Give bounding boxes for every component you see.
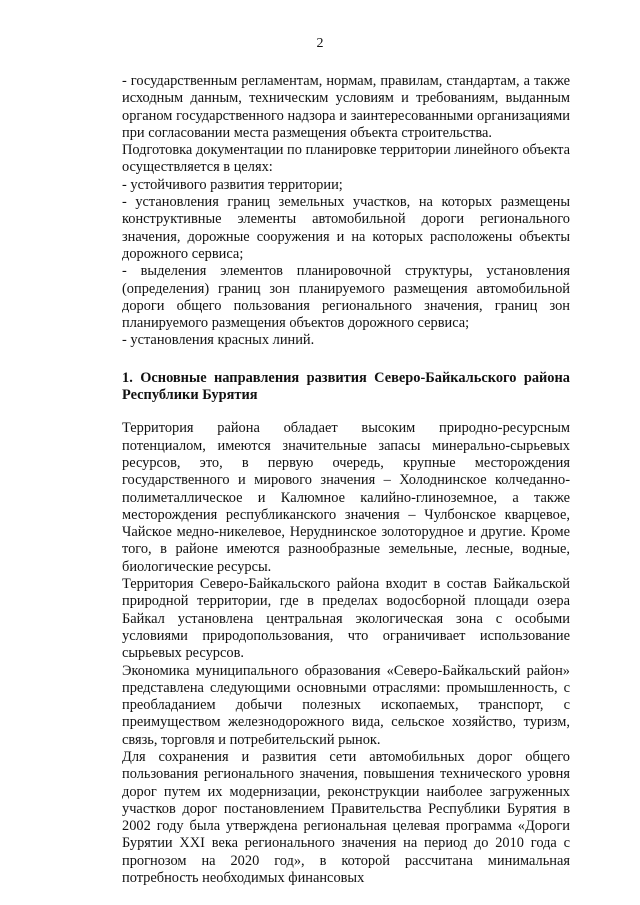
list-item-red-lines: - установления красных линий. bbox=[122, 332, 315, 349]
paragraph-regulations: - государственным регламентам, нормам, правилам, стандартам, а также исходным данным, техническим условиям и требованиям, выданным органом государственного надзора и заинтересованными организациями при согласовании места размещения объекта строительства. bbox=[122, 73, 570, 141]
section-heading: 1. Основные направления развития Северо-Байкальского района Республики Бурятия bbox=[122, 369, 570, 404]
list-item-sustainable-development: - устойчивого развития территории; bbox=[122, 176, 343, 193]
document-body bbox=[122, 73, 570, 887]
paragraph-goals-intro: Подготовка документации по планировке территории линейного объекта осуществляется в целях: bbox=[122, 142, 570, 176]
list-item-land-boundaries: - установления границ земельных участков, на которых размещены конструктивные элементы автомобильной дороги регионального значения, дорожные сооружения и на которых расположены объекты дорожного сервиса; bbox=[122, 194, 570, 262]
list-item-planning-elements: - выделения элементов планировочной структуры, установления (определения) границ зон планируемого размещения автомобильной дороги общего пользования регионального значения, границ зон планируемого размещения объектов дорожного сервиса; bbox=[122, 263, 570, 332]
paragraph-natural-resources: Территория района обладает высоким природно-ресурсным потенциалом, имеются значительные запасы минерально-сырьевых ресурсов, это, в первую очередь, крупные месторождения государственного и мирового значения – Холоднинское колчеданно-полиметаллическое и Калюмное калийно-глиноземное, а также месторождения республиканского значения – Чулбонское кварцевое, Чайское медно-никелевое, Неруднинское золоторудное и другие. Кроме того, в районе имеются разнообразные земельные, лесные, водные, биологические ресурсы. bbox=[122, 420, 570, 575]
paragraph-road-program: Для сохранения и развития сети автомобильных дорог общего пользования регионального значения, повышения технического уровня дорог путем их модернизации, реконструкции наиболее загруженных участков дорог постановлением Правительства Республики Бурятия в 2002 году была утверждена региональная целевая программа «Дороги Бурятии XXI века регионального значения на период до 2010 года с прогнозом на 2020 год», в которой рассчитана минимальная потребность необходимых финансовых bbox=[122, 748, 570, 887]
page-number: 2 bbox=[316, 36, 324, 51]
paragraph-economy: Экономика муниципального образования «Северо-Байкальский район» представлена следующими основными отраслями: промышленность, с преобладанием добычи полезных ископаемых, транспорт, с преимуществом железнодорожного вида, сельское хозяйство, туризм, связь, торговля и потребительский рынок. bbox=[122, 662, 570, 748]
paragraph-baikal-territory: Территория Северо-Байкальского района входит в состав Байкальской природной территории, где в пределах водосборной площади озера Байкал установлена центральная экологическая зона с особыми условиями природопользования, что ограничивает использование сырьевых ресурсов. bbox=[122, 576, 570, 662]
